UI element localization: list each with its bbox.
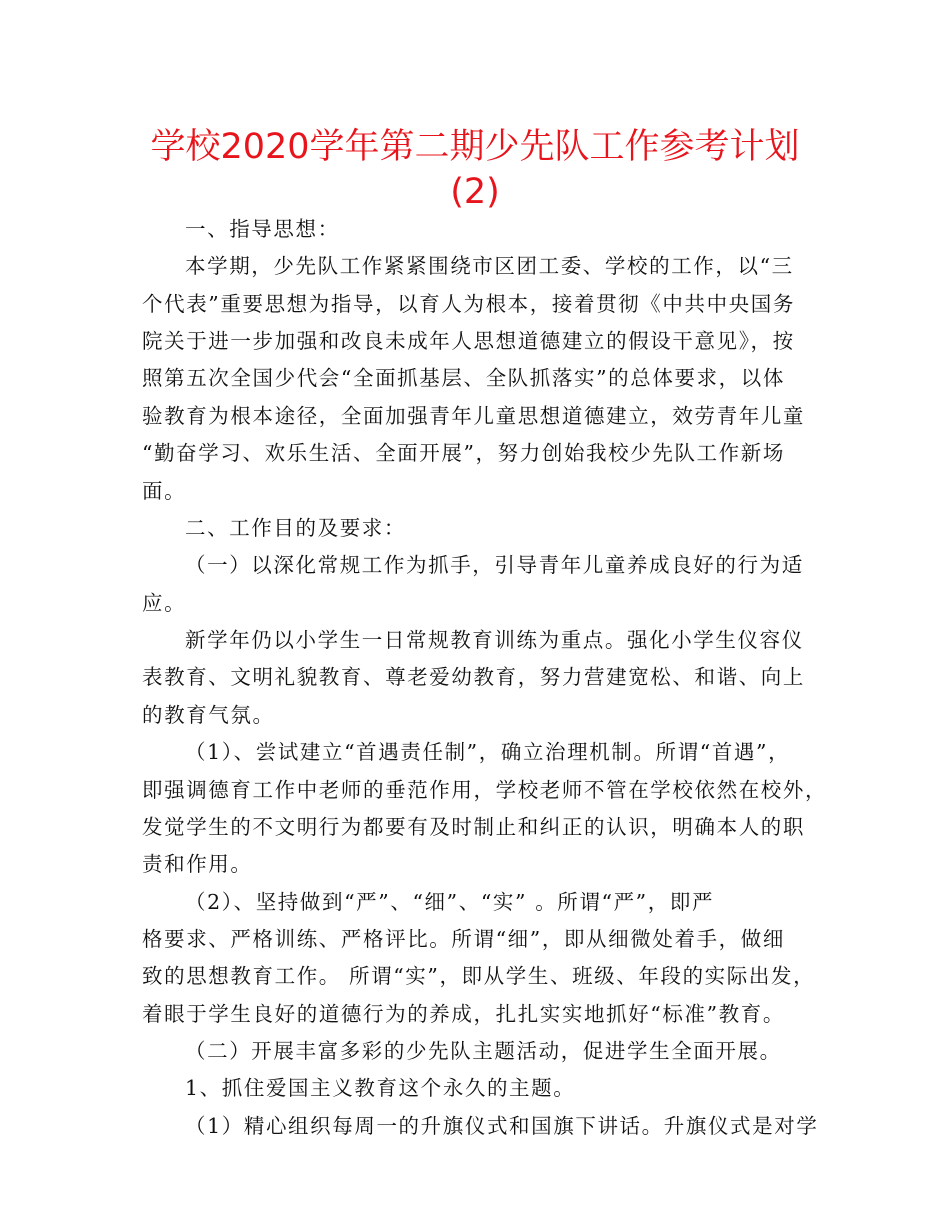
paragraph-line: “勤奋学习、欢乐生活、全面开展”，努力创始我校少先队工作新场 <box>142 441 785 465</box>
paragraph-line: （2）、坚持做到“严”、“细”、“实” 。所谓“严”，即严 <box>185 890 715 914</box>
paragraph-line: 责和作用。 <box>142 852 253 876</box>
paragraph-line: 致的思想教育工作。 所谓“实”，即从学生、班级、年段的实际出发， <box>142 964 816 988</box>
paragraph-line: （1）、尝试建立“首遇责任制”，确立治理机制。所谓“首遇”， <box>185 740 791 764</box>
paragraph-line: 个代表”重要思想为指导，以育人为根本，接着贯彻《中共中央国务 <box>142 292 795 316</box>
document-title: 学校2020学年第二期少先队工作参考计划 <box>150 127 800 167</box>
paragraph-line: 验教育为根本途径，全面加强青年儿童思想道德建立，效劳青年儿童 <box>142 404 805 428</box>
section-heading-goals: 二、工作目的及要求： <box>185 516 406 540</box>
paragraph-line: 应。 <box>142 591 187 615</box>
paragraph-line: （1）精心组织每周一的升旗仪式和国旗下讲话。升旗仪式是对学 <box>185 1114 819 1138</box>
paragraph-line: 面。 <box>142 479 187 503</box>
paragraph-line: 格要求、严格训练、严格评比。所谓“细”，即从细微处着手，做细 <box>142 927 785 951</box>
paragraph-line: 着眼于学生良好的道德行为的养成，扎扎实实地抓好“标准”教育。 <box>142 1002 785 1026</box>
paragraph-line: （二）开展丰富多彩的少先队主题活动，促进学生全面开展。 <box>185 1039 782 1063</box>
section-heading-guiding-thought: 一、指导思想： <box>185 217 340 241</box>
paragraph-line: 照第五次全国少代会“全面抓基层、全队抓落实”的总体要求，以体 <box>142 366 785 390</box>
paragraph-line: 表教育、文明礼貌教育、尊老爱幼教育，努力营建宽松、和谐、向上 <box>142 665 805 689</box>
document-title-suffix: (2) <box>450 172 500 212</box>
paragraph-line: 本学期，少先队工作紧紧围绕市区团工委、学校的工作，以“三 <box>185 254 794 278</box>
paragraph-line: 1、抓住爱国主义教育这个永久的主题。 <box>185 1076 576 1100</box>
paragraph-line: 的教育气氛。 <box>142 703 275 727</box>
paragraph-line: 发觉学生的不文明行为都要有及时制止和纠正的认识，明确本人的职 <box>142 815 805 839</box>
paragraph-line: 院关于进一步加强和改良未成年人思想道德建立的假设干意见》，按 <box>142 329 795 353</box>
paragraph-line: 即强调德育工作中老师的垂范作用，学校老师不管在学校依然在校外， <box>142 778 828 802</box>
paragraph-line: （一）以深化常规工作为抓手，引导青年儿童养成良好的行为适 <box>185 553 804 577</box>
paragraph-line: 新学年仍以小学生一日常规教育训练为重点。强化小学生仪容仪 <box>185 628 804 652</box>
